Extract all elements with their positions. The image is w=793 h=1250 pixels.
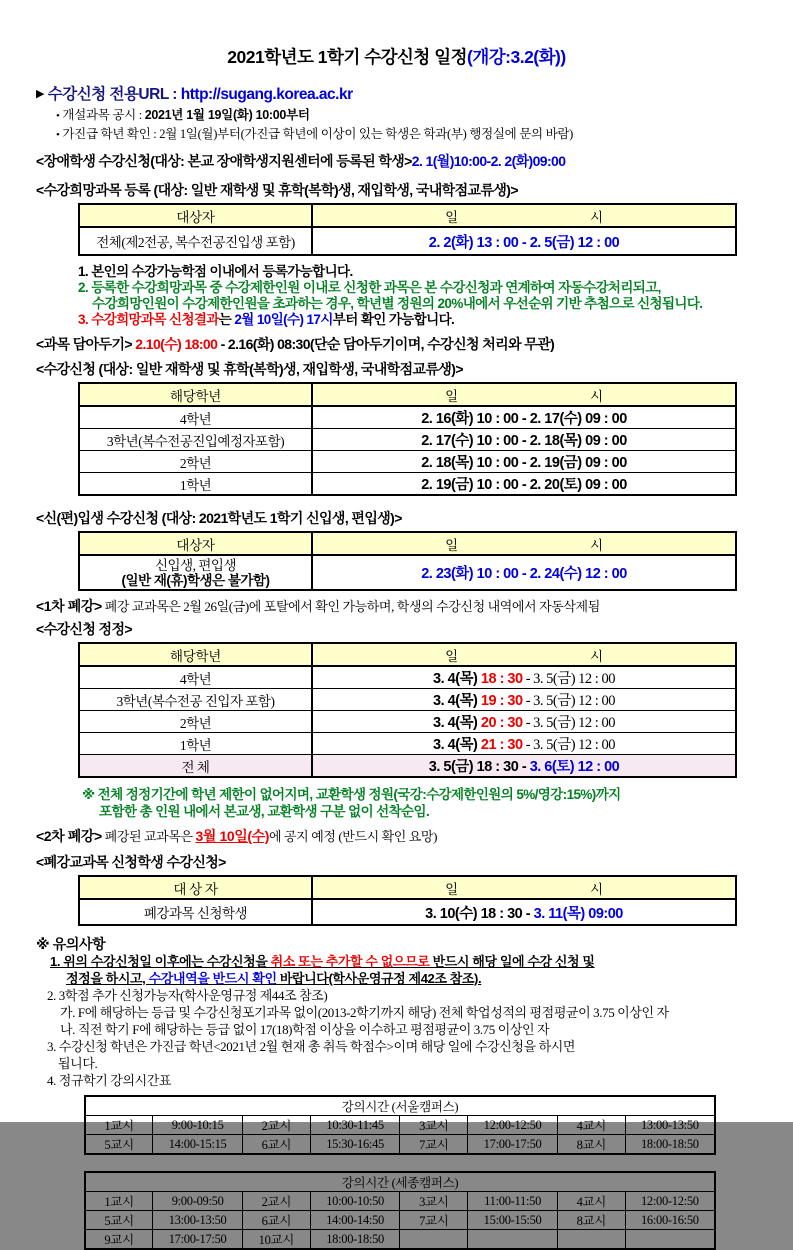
time-end: - 3. 5(금) 12 : 00 [522,737,615,753]
caution-1-text-b: 반드시 해당 일에 수강 신청 및 [429,954,595,969]
grade-check-notice [56,124,757,142]
time-cell [625,1230,715,1250]
time-cell [312,755,736,778]
grade-cell: 3학년(복수전공진입예정자포함) [79,429,312,451]
wishlist-notes [78,264,757,328]
time-cell: 13:00-13:50 [625,1116,715,1135]
closed-course-col-target: 대 상 자 [79,876,312,899]
correction-note-line2: 포함한 총 인원 내에서 본교생, 교환학생 구분 없이 선착순임. [99,803,430,819]
time-cell: 14:00-14:50 [310,1211,400,1230]
correction-note-line1: ※ 전체 정정기간에 학년 제한이 없어지며, 교환학생 정원(국강:수강제한인원의 5%/영강:15%)까지 [82,787,621,802]
day-label: 일 [445,537,458,553]
period-cell: 4교시 [557,1116,625,1135]
closed-course-target-cell: 폐강과목 신청학생 [79,899,312,925]
time-cell: 13:00-13:50 [153,1211,243,1230]
table-header-row [79,532,736,555]
correction-heading: <수강신청 정정> [36,621,132,637]
wishlist-note-2-line1: 2. 등록한 수강희망과목 중 수강제한인원 이내로 신청한 과목은 본 수강신청과 연계하여 자동수강처리되고, [78,280,661,295]
freshman-time-cell: 2. 23(화) 10 : 00 - 2. 24(수) 12 : 00 [312,555,736,590]
caution-2-item-ga: 가. F에 해당하는 등급 및 수강신청포기과목 없이(2013-2학기까지 해당) 전체 학업성적의 평점평균이 3.75 이상인 자 [60,1005,669,1020]
time-cell: 12:00-12:50 [625,1192,715,1211]
grade-cell: 4학년 [79,666,312,689]
freshman-target-line1: 신입생, 편입생 [155,557,236,573]
first-closing-label: <1차 폐강> [36,598,102,614]
caution-1-text-d: 바랍니다(학사운영규정 제42조 참조). [276,971,482,986]
day-label: 일 [445,209,458,225]
wishlist-note-1: 1. 본인의 수강가능학점 이내에서 등록가능합니다. [78,264,353,279]
time-cell: 16:00-16:50 [625,1211,715,1230]
period-cell: 9교시 [85,1230,153,1250]
caution-4: 4. 정규학기 강의시간표 [47,1073,172,1088]
wishlist-table [78,203,737,256]
time-cell: 10:30-11:45 [310,1116,400,1135]
period-cell: 8교시 [557,1211,625,1230]
freshman-target-cell [79,555,312,590]
triangle-bullet-icon: ▶ [36,87,44,100]
table-header-row [79,383,736,406]
table-row [79,711,736,733]
table-row [85,1230,715,1250]
hour-label: 시 [590,388,603,404]
table-header-row [79,876,736,899]
day-label: 일 [445,388,458,404]
time-start: 3. 4(목) [433,671,481,687]
table-row [79,666,736,689]
hour-label: 시 [590,537,603,553]
timetable-title-row [85,1172,715,1192]
grade-cell: 2학년 [79,711,312,733]
wishlist-note-2-line2: 수강희망인원이 수강제한인원을 초과하는 경우, 학년별 정원의 20%내에서 우선순위 기반 추첨으로 신청됩니다. [92,296,703,311]
time-cell: 2. 18(목) 10 : 00 - 2. 19(금) 09 : 00 [312,451,736,473]
time-start: 3. 4(목) [433,693,481,709]
period-cell: 5교시 [85,1211,153,1230]
caution-1-text-c: 정정을 하시고, [66,971,149,986]
period-cell: 10교시 [242,1230,310,1250]
grade-cell: 전 체 [79,755,312,778]
table-row-total [79,755,736,778]
grade-cell: 4학년 [79,406,312,429]
first-closing-text: 폐강 교과목은 2월 26일(금)에 포탈에서 확인 가능하며, 학생의 수강신청 내역에서 자동삭제됨 [101,599,600,614]
course-hold-start: 2.10(수) 18:00 [135,336,218,352]
period-cell: 7교시 [400,1211,468,1230]
caution-3-line2: 됩니다. [58,1056,98,1071]
time-start: 3. 4(목) [433,715,481,731]
second-closing-note [36,826,757,846]
caution-1-text-a: 1. 위의 수강신청일 이후에는 수강신청을 [50,954,271,969]
time-cell: 15:30-16:45 [310,1135,400,1155]
time-cell: 15:00-15:50 [468,1211,558,1230]
time-end: - 3. 5(금) 12 : 00 [522,671,615,687]
caution-2-item-na: 나. 직전 학기 F에 해당하는 등급 없이 17(18)학점 이상을 이수하고 평점평균이 3.75 이상인 자 [60,1022,550,1037]
time-cell: 2. 16(화) 10 : 00 - 2. 17(수) 09 : 00 [312,406,736,429]
wishlist-heading: <수강희망과목 등록 (대상: 일반 재학생 및 휴학(복학)생, 재입학생, 국내학점교류생)> [36,182,518,198]
grade-cell: 2학년 [79,451,312,473]
time-cell: 14:00-15:15 [153,1135,243,1155]
time-start-hour: 19 : 30 [480,693,523,709]
hour-label: 시 [590,881,603,897]
wishlist-note-3-date: 2월 10일(수) 17시 [234,312,333,327]
freshman-col-target: 대상자 [79,532,312,555]
correction-col-datetime [312,643,736,666]
time-cell [312,711,736,733]
table-row [79,429,736,451]
closed-course-time-cell [312,899,736,925]
wishlist-target-cell: 전체(제2전공, 복수전공진입생 포함) [79,227,312,255]
caution-1-line2 [66,970,757,987]
time-end: - 3. 5(금) 12 : 00 [522,715,615,731]
closed-course-col-datetime [312,876,736,899]
time-cell: 2. 19(금) 10 : 00 - 2. 20(토) 09 : 00 [312,473,736,496]
time-cell [312,666,736,689]
second-closing-label: <2차 폐강> [36,828,102,844]
grade-cell: 1학년 [79,733,312,755]
time-end: 3. 11(목) 09:00 [533,905,623,922]
period-cell: 2교시 [242,1192,310,1211]
grade-cell: 1학년 [79,473,312,496]
registration-heading: <수강신청 (대상: 일반 재학생 및 휴학(복학)생, 재입학생, 국내학점교류생)> [36,361,463,377]
disabled-student-title: <장애학생 수강신청(대상: 본교 장애학생지원센터에 등록된 학생> [36,153,412,169]
closed-course-heading: <폐강교과목 신청학생 수강신청> [36,854,226,870]
period-cell: 4교시 [557,1192,625,1211]
wishlist-col-target: 대상자 [79,204,312,227]
timetable-title-row [85,1096,715,1116]
table-header-row [79,643,736,666]
second-closing-pre: 폐강된 교과목은 [101,829,196,844]
time-cell: 11:00-11:50 [468,1192,558,1211]
table-row [79,899,736,925]
caution-1-blue-text: 수강내역을 반드시 확인 [148,971,277,986]
wishlist-col-datetime [312,204,736,227]
cautions-section [36,936,757,1089]
time-start-hour: 20 : 30 [480,715,523,731]
period-cell [400,1230,468,1250]
time-cell: 10:00-10:50 [310,1192,400,1211]
period-cell: 3교시 [400,1116,468,1135]
time-cell: 18:00-18:50 [310,1230,400,1250]
period-cell: 6교시 [242,1135,310,1155]
time-cell: 2. 17(수) 10 : 00 - 2. 18(목) 09 : 00 [312,429,736,451]
page-title-main: 2021학년도 1학기 수강신청 일정 [227,47,468,67]
period-cell: 8교시 [557,1135,625,1155]
period-cell: 1교시 [85,1116,153,1135]
hour-label: 시 [590,209,603,225]
registration-table [78,382,737,496]
freshman-heading: <신(편)입생 수강신청 (대상: 2021학년도 1학기 신입생, 편입생)> [36,510,402,526]
time-end: 3. 6(토) 12 : 00 [529,759,620,775]
correction-table [78,642,737,778]
hour-label: 시 [590,648,603,664]
cautions-heading: ※ 유의사항 [36,936,106,952]
wishlist-note-3-mid: 는 [218,312,235,327]
second-closing-date: 3월 10일(수) [195,828,270,844]
freshman-target-line2: (일반 재(휴)학생은 불가함) [121,572,270,588]
timetable-seoul-title: 강의시간 (서울캠퍼스) [85,1096,715,1116]
time-cell: 18:00-18:50 [625,1135,715,1155]
disabled-student-heading [36,151,757,171]
registration-col-datetime [312,383,736,406]
time-start-hour: 21 : 30 [480,737,523,753]
dot-bullet-icon: • [56,110,60,122]
registration-col-grade: 해당학년 [79,383,312,406]
closed-course-table [78,875,737,926]
wishlist-note-3-tail: 부터 확인 가능합니다. [332,312,455,327]
sugang-url-label: 수강신청 전용URL : [47,86,181,103]
time-cell: 9:00-10:15 [153,1116,243,1135]
timetable-sejong-title: 강의시간 (세종캠퍼스) [85,1172,715,1192]
day-label: 일 [445,648,458,664]
caution-2: 2. 3학점 추가 신청가능자(학사운영규정 제44조 참조) [47,988,328,1003]
period-cell: 2교시 [242,1116,310,1135]
timetable-seoul [84,1095,716,1155]
table-row [79,733,736,755]
grade-cell: 3학년(복수전공 진입자 포함) [79,689,312,711]
freshman-col-datetime [312,532,736,555]
period-cell: 7교시 [400,1135,468,1155]
table-row [85,1211,715,1230]
sugang-url-link[interactable]: http://sugang.korea.ac.kr [180,86,353,103]
freshman-table [78,531,737,591]
wishlist-time-cell: 2. 2(화) 13 : 00 - 2. 5(금) 12 : 00 [312,227,736,255]
table-row [79,473,736,496]
time-cell: 17:00-17:50 [468,1135,558,1155]
time-cell [468,1230,558,1250]
timetable-sejong [84,1171,716,1250]
dot-bullet-icon: • [56,129,60,141]
second-closing-tail: 에 공지 예정 (반드시 확인 요망) [269,829,438,844]
time-cell: 12:00-12:50 [468,1116,558,1135]
open-course-date: 2021년 1월 19일(화) 10:00부터 [144,108,310,122]
time-cell: 9:00-09:50 [153,1192,243,1211]
time-cell: 17:00-17:50 [153,1230,243,1250]
day-label: 일 [445,881,458,897]
caution-1-red-text: 취소 또는 추가할 수 없으므로 [270,954,430,969]
correction-col-grade: 해당학년 [79,643,312,666]
table-row [79,227,736,255]
page-title-open-date: (개강:3.2(화)) [467,47,566,67]
caution-3-line1: 3. 수강신청 학년은 가진급 학년<2021년 2월 현재 총 취득 학점수>이며 해당 일에 수강신청을 하시면 [47,1039,576,1054]
time-start-hour: 18 : 30 [480,671,523,687]
table-header-row [79,204,736,227]
period-cell: 6교시 [242,1211,310,1230]
open-course-notice [56,105,757,123]
period-cell [557,1230,625,1250]
course-hold-tail: - 2.16(화) 08:30(단순 담아두기이며, 수강신청 처리와 무관) [217,336,555,352]
table-row [79,555,736,590]
table-row [79,689,736,711]
table-row [85,1192,715,1211]
period-cell: 3교시 [400,1192,468,1211]
wishlist-note-3-result: 3. 수강희망과목 신청결과 [78,312,219,327]
period-cell: 5교시 [85,1135,153,1155]
disabled-student-dates: 2. 1(월)10:00-2. 2(화)09:00 [411,153,566,169]
period-cell: 1교시 [85,1192,153,1211]
time-start: 3. 4(목) [433,737,481,753]
grade-check-text: 가진급 학년 확인 : 2월 1일(월)부터(가진급 학년에 이상이 있는 학생은 학과(부) 행정실에 문의 바람) [62,127,574,141]
time-cell [312,733,736,755]
time-start: 3. 5(금) 18 : 30 - [428,759,530,775]
time-end: - 3. 5(금) 12 : 00 [522,693,615,709]
time-cell [312,689,736,711]
table-row [79,451,736,473]
time-start: 3. 10(수) 18 : 30 - [425,905,534,922]
caution-1-line1 [50,953,757,970]
sugang-url-line [36,82,757,104]
table-row [85,1116,715,1135]
table-row [79,406,736,429]
course-hold-heading [36,334,757,354]
page-title [36,44,757,69]
wishlist-note-3 [78,312,757,328]
correction-note [82,787,757,820]
course-hold-label: <과목 담아두기> [36,336,136,352]
first-closing-note [36,598,757,615]
open-course-label: 개설과목 공시 : [62,108,145,122]
table-row [85,1135,715,1155]
